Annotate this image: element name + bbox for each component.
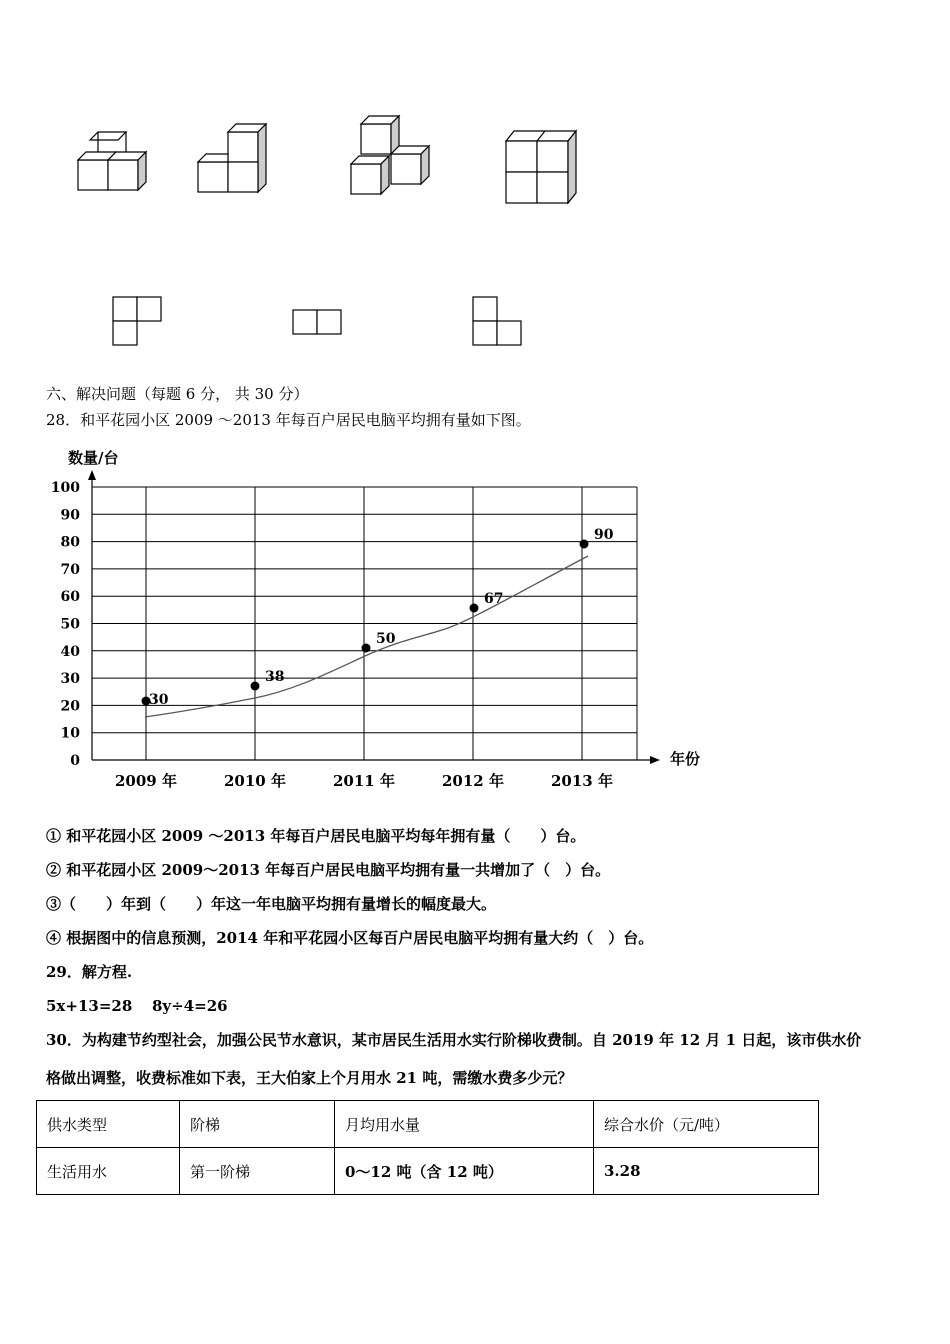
q30-line1: 30．为构建节约型社会，加强公民节水意识，某市居民生活用水实行阶梯收费制。自 2019 年 12 月 1 日起，该市供水价 [46,1031,862,1049]
q28-sub2: ② 和平花园小区 2009～2013 年每百户居民电脑平均拥有量一共增加了（ ）台。 [46,861,611,879]
table-cell: 0～12 吨（含 12 吨） [335,1148,594,1195]
x-tick-label: 2013 年 [551,772,613,790]
data-label: 30 [149,692,169,708]
y-tick-label: 50 [60,616,80,633]
x-axis-arrow [650,756,660,764]
y-tick-label: 60 [60,589,80,606]
table-cell: 生活用水 [37,1148,180,1195]
q29-text: 29．解方程. [46,963,133,981]
y-axis-arrow [88,470,96,480]
y-tick-label: 70 [60,561,80,578]
table-header-cell: 供水类型 [37,1101,180,1148]
q28-sub1: ① 和平花园小区 2009 ～2013 年每百户居民电脑平均每年拥有量（ ）台。 [46,827,586,845]
data-point [470,604,479,613]
y-tick-label: 30 [60,671,80,688]
y-tick-label: 40 [60,643,80,660]
y-tick-label: 100 [50,480,80,496]
table-cell: 第一阶梯 [180,1148,335,1195]
table-header-cell: 综合水价（元/吨） [594,1101,819,1148]
data-label: 38 [265,669,285,685]
q29-eq2: 8y÷4=26 [152,997,228,1015]
data-label: 90 [594,527,614,543]
chart-grid [92,487,637,760]
q29-eq1: 5x+13=28 [46,997,133,1015]
data-label: 67 [484,591,504,607]
y-axis-label: 数量/台 [68,449,119,467]
section-heading: 六、解决问题（每题 6 分， 共 30 分） [46,385,309,403]
x-tick-label: 2010 年 [224,772,286,790]
data-label: 50 [376,631,396,647]
table-header-cell: 月均用水量 [335,1101,594,1148]
y-tick-label: 0 [70,753,80,769]
y-tick-label: 20 [60,698,80,715]
data-point [362,644,371,653]
q28-sub4: ④ 根据图中的信息预测，2014 年和平花园小区每百户居民电脑平均拥有量大约（ ）台。 [46,929,654,947]
trend-line [145,556,588,717]
table-cell: 3.28 [594,1148,819,1195]
q28-sub3: ③（ ）年到（ ）年这一年电脑平均拥有量增长的幅度最大。 [46,895,497,913]
y-tick-label: 80 [60,534,80,551]
data-point [580,540,589,549]
table-header-row [37,1101,819,1148]
y-tick-label: 90 [60,507,80,524]
q30-line2: 格做出调整，收费标准如下表，王大伯家上个月用水 21 吨，需缴水费多少元？ [46,1069,573,1087]
x-tick-label: 2009 年 [115,772,177,790]
x-axis-label: 年份 [670,750,701,768]
y-tick-label: 10 [60,725,80,742]
table-row [37,1148,819,1195]
water-price-table [36,1100,819,1195]
data-point [251,682,260,691]
x-tick-label: 2012 年 [442,772,504,790]
q28-text: 28．和平花园小区 2009 ～2013 年每百户居民电脑平均拥有量如下图。 [46,411,531,429]
table-header-cell: 阶梯 [180,1101,335,1148]
x-tick-label: 2011 年 [333,772,395,790]
